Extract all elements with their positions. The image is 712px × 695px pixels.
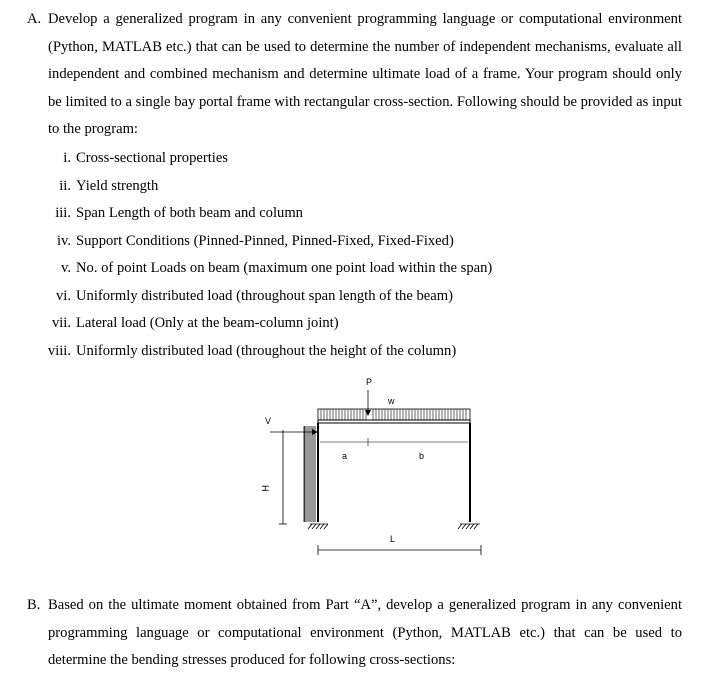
list-item-text: Uniformly distributed load (throughout the height of the column) — [76, 342, 457, 359]
right-support — [458, 524, 480, 529]
list-item-text: Cross-sectional properties — [76, 150, 228, 166]
list-item-number: iii. — [55, 205, 71, 221]
section-a-label: A. — [27, 11, 42, 27]
list-item-number: i. — [63, 150, 71, 166]
label-b: b — [419, 451, 425, 461]
section-b — [27, 592, 682, 675]
list-item-number: ii. — [59, 177, 71, 194]
list-item-number: iv. — [56, 232, 71, 249]
list-item-number: v. — [61, 260, 71, 276]
section-a-text: Develop a generalized program in any convenient programming language or computational environment (Python, MATLAB etc.) that can be used to determine the number of independent mechanisms, evaluate all independent and combined mechanism and determine ultimate load of a frame. Your program should only be limited to a single bay portal frame with rectangular cross-section. Following should be provided as input to the program: — [48, 11, 682, 137]
list-item-number: vi. — [56, 287, 71, 304]
label-P: P — [366, 377, 373, 387]
label-a: a — [342, 451, 348, 461]
section-a — [27, 6, 682, 144]
list-item-text: Support Conditions (Pinned-Pinned, Pinned-Fixed, Fixed-Fixed) — [76, 232, 454, 249]
label-w: w — [388, 396, 395, 406]
list-item-text: No. of point Loads on beam (maximum one point load within the span) — [76, 260, 493, 276]
list-item-text: Span Length of both beam and column — [76, 205, 303, 221]
label-H: H — [260, 485, 270, 492]
section-b-label: B. — [27, 597, 41, 613]
list-item-text: Yield strength — [76, 177, 159, 194]
column-udl — [305, 426, 315, 522]
label-L: L — [390, 534, 396, 544]
beam-udl-arrows — [321, 409, 466, 420]
section-b-text: Based on the ultimate moment obtained from Part “A”, develop a generalized program in any convenient programming language or computational environment (Python, MATLAB etc.) that can be used to determine the bending stresses produced for following cross-sections: — [48, 597, 682, 668]
beam — [318, 420, 470, 423]
list-item-number: viii. — [47, 342, 71, 359]
label-V: V — [265, 416, 272, 426]
list-item-text: Lateral load (Only at the beam-column joint) — [76, 315, 339, 331]
list-item-text: Uniformly distributed load (throughout span length of the beam) — [76, 287, 453, 304]
left-support — [308, 524, 328, 529]
list-item-number: vii. — [51, 315, 71, 331]
portal-frame-figure — [248, 368, 498, 568]
